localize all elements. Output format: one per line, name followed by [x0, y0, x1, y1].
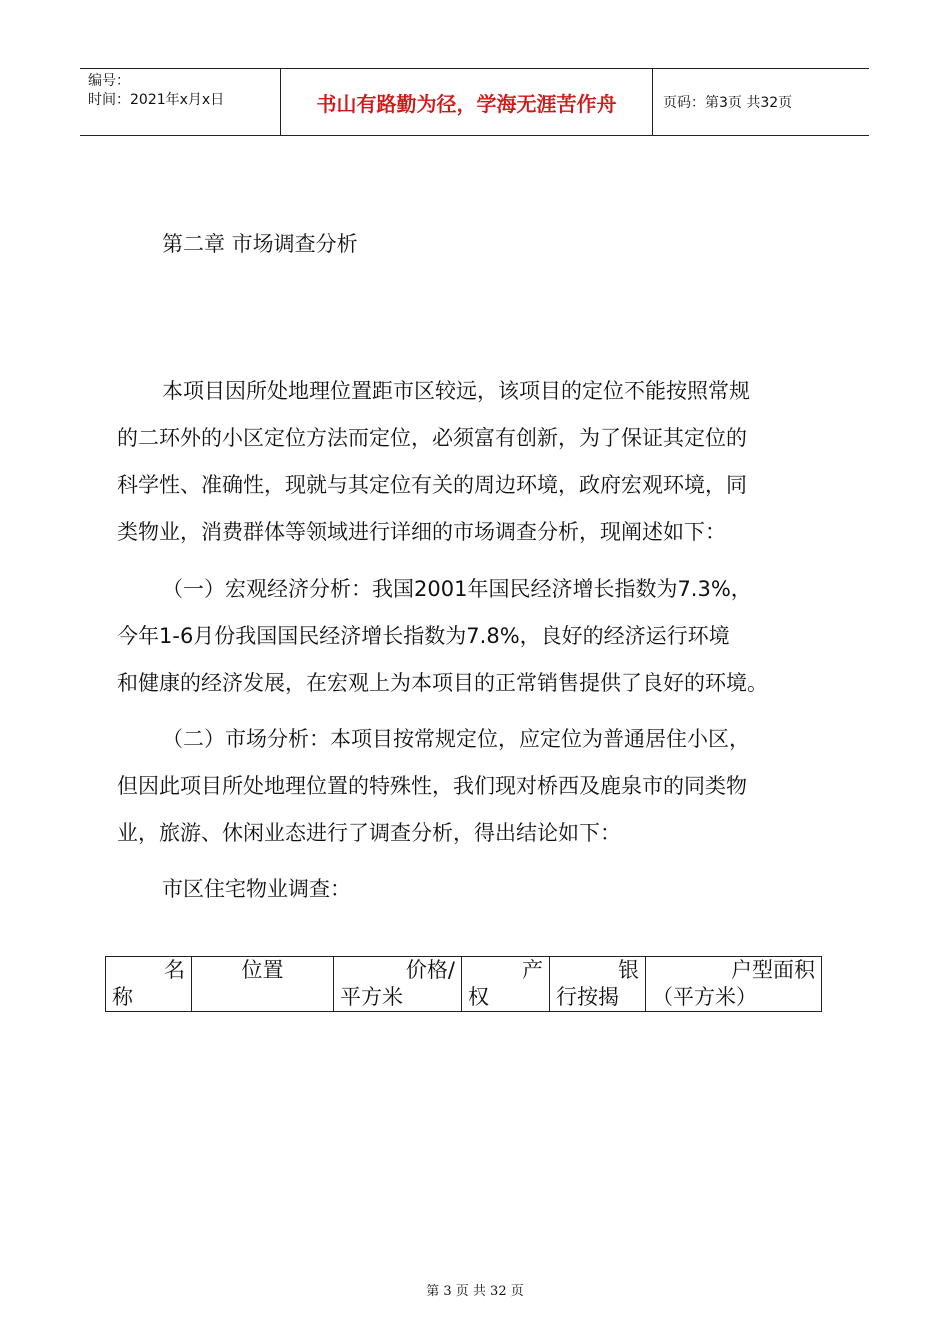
col-unit-area: 户型面积 （平方米）: [646, 957, 822, 1012]
intro-paragraph: [117, 368, 857, 556]
col-price: 价格/ 平方米: [334, 957, 462, 1012]
page-footer: 第 3 页 共 32 页: [426, 1284, 524, 1299]
table-header-row: [106, 957, 822, 1012]
text-line: 的二环外的小区定位方法而定位，必须富有创新，为了保证其定位的: [117, 426, 747, 450]
text-line: 今年1-6月份我国国民经济增长指数为7.8%，良好的经济运行环境: [117, 624, 730, 648]
text-line: 科学性、准确性，现就与其定位有关的周边环境，政府宏观环境，同: [117, 473, 747, 497]
text-line: 本项目因所处地理位置距市区较远，该项目的定位不能按照常规: [162, 379, 750, 403]
header-motto: 书山有路勤为径，学海无涯苦作舟: [280, 69, 653, 135]
text-line: 但因此项目所处地理位置的特殊性，我们现对桥西及鹿泉市的同类物: [117, 774, 747, 798]
chapter-title: 第二章 市场调查分析: [162, 232, 358, 256]
header-meta: [80, 69, 280, 135]
col-name: 名 称: [106, 957, 192, 1012]
text-line: 和健康的经济发展，在宏观上为本项目的正常销售提供了良好的环境。: [117, 671, 768, 695]
text-line: 类物业，消费群体等领域进行详细的市场调查分析，现阐述如下：: [117, 520, 726, 544]
number-label: 编号：: [88, 73, 130, 89]
page-header: [80, 68, 869, 136]
text-line: 业，旅游、休闲业态进行了调查分析，得出结论如下：: [117, 821, 621, 845]
time-label: 时间：2021年x月x日: [88, 92, 225, 108]
col-mortgage: 银 行按揭: [550, 957, 646, 1012]
survey-table: [105, 956, 822, 1012]
text-line: （一）宏观经济分析：我国2001年国民经济增长指数为7.3%，: [162, 577, 752, 601]
market-paragraph: [117, 716, 857, 857]
text-line: 市区住宅物业调查：: [162, 877, 351, 901]
header-page-info: 页码：第3页 共32页: [663, 95, 793, 111]
survey-title: [117, 866, 857, 913]
col-property-right: 产 权: [462, 957, 550, 1012]
col-location: 位置: [192, 957, 334, 1012]
text-line: （二）市场分析：本项目按常规定位，应定位为普通居住小区，: [162, 727, 750, 751]
macro-paragraph: [117, 566, 857, 707]
